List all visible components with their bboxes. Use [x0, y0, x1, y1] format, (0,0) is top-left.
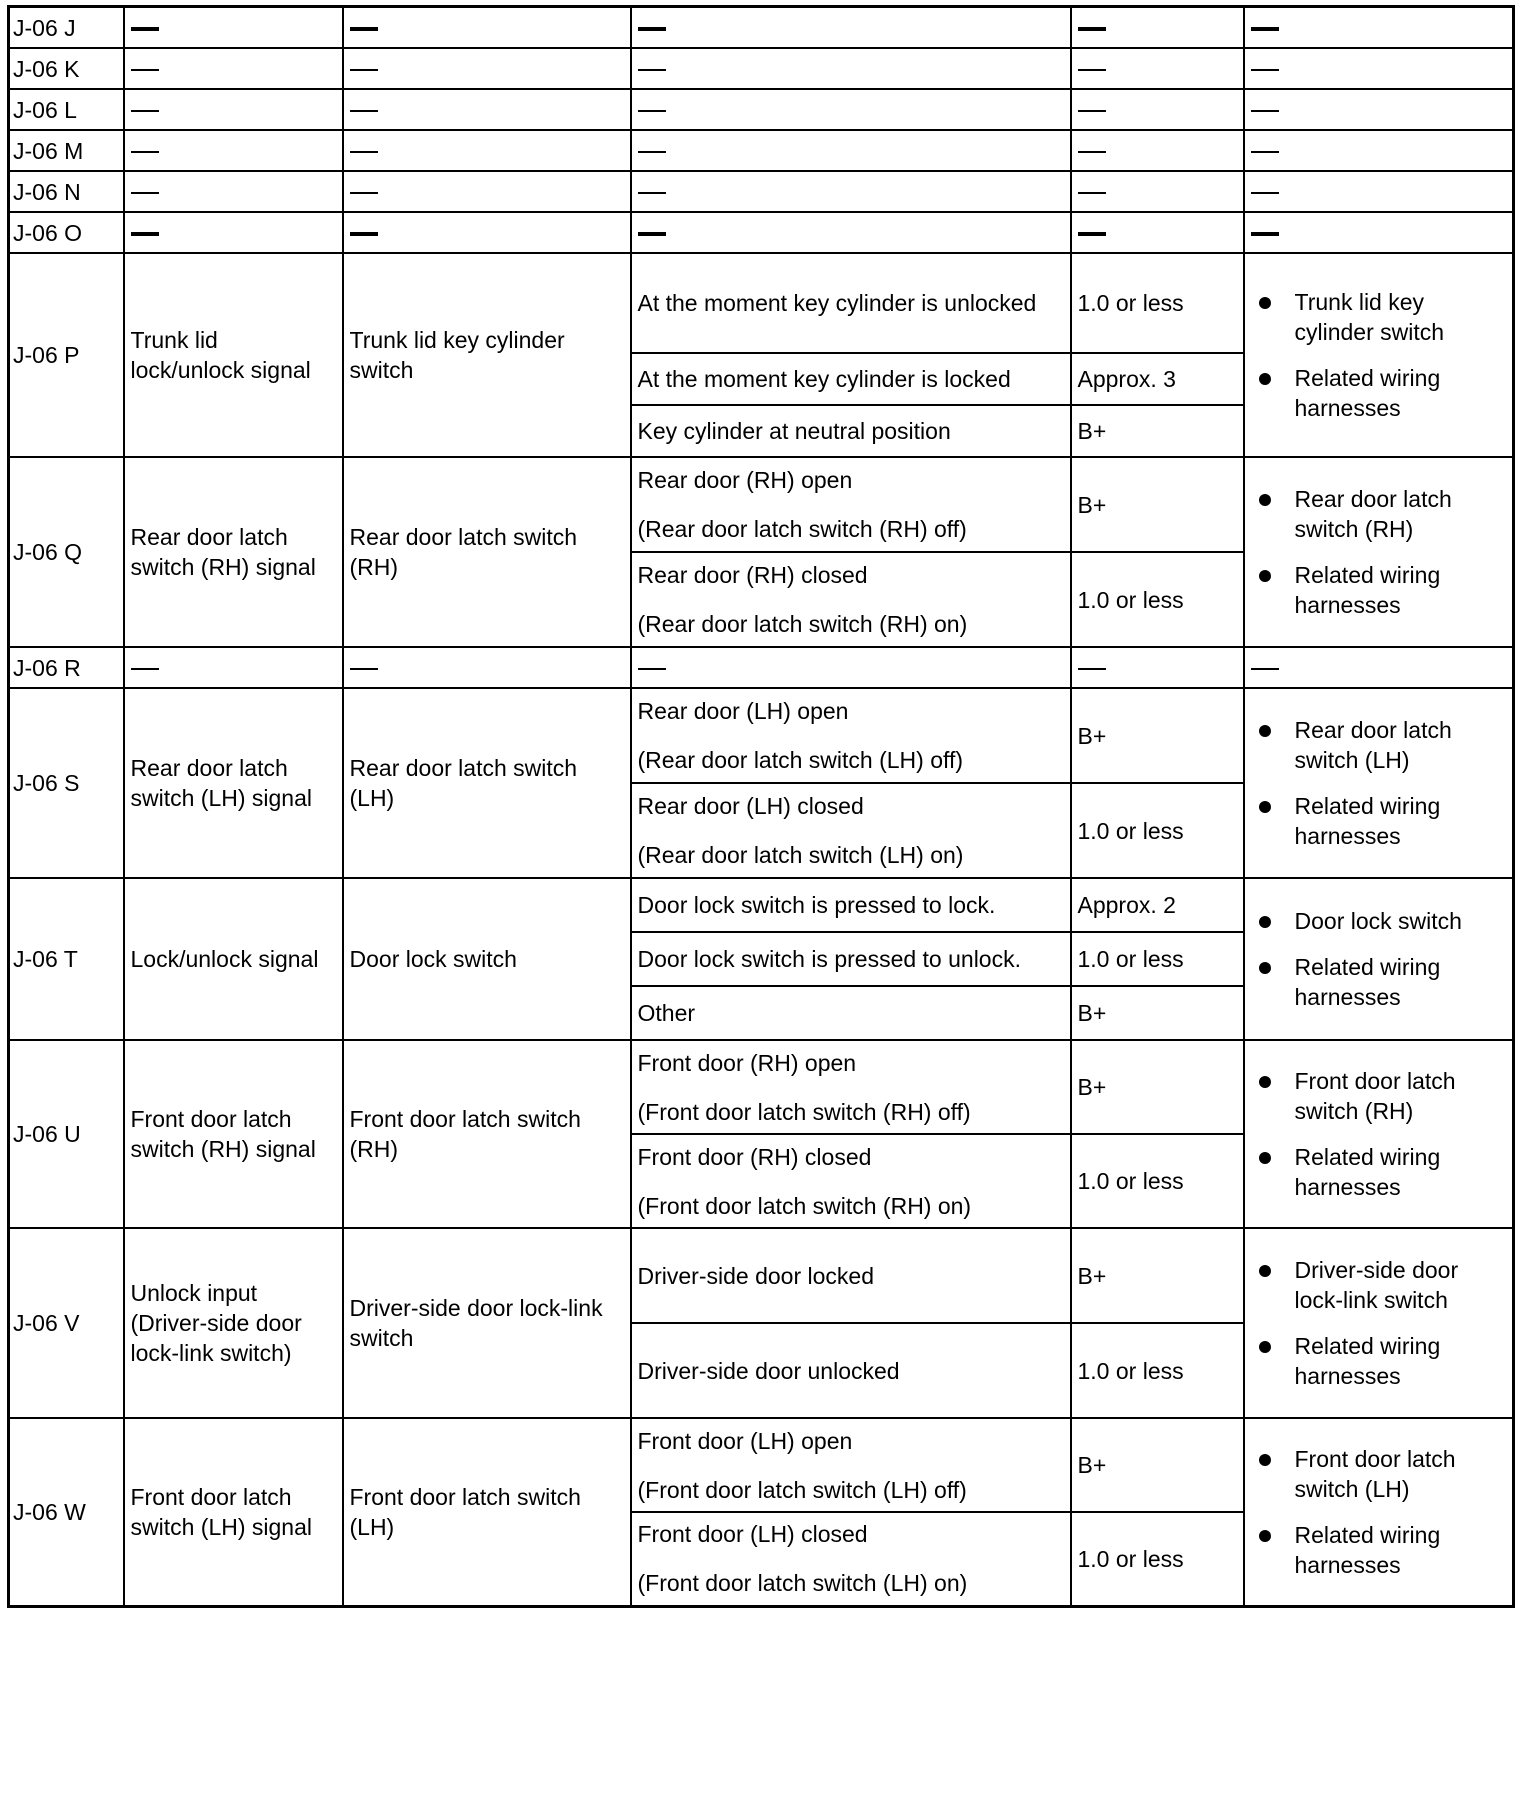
- bullet-icon: [1259, 373, 1271, 385]
- empty-cell: [124, 647, 343, 688]
- inspection-items: [1244, 878, 1514, 1040]
- table-row: [9, 89, 1514, 130]
- list-item: Rear door latch switch (LH): [1295, 715, 1507, 775]
- list-item: Front door latch switch (RH): [1295, 1066, 1507, 1126]
- connected-to: Driver-side door lock-link switch: [343, 1228, 631, 1418]
- list-item: Related wiring harnesses: [1295, 952, 1507, 1012]
- empty-cell: [1244, 130, 1514, 171]
- bullet-icon: [1259, 1341, 1271, 1353]
- table-row: [9, 1228, 1514, 1323]
- condition: Front door (RH) open (Front door latch switch (RH) off): [631, 1040, 1071, 1134]
- connected-to: Rear door latch switch (RH): [343, 457, 631, 647]
- empty-cell: [124, 89, 343, 130]
- terminal-id: J-06 L: [9, 89, 124, 130]
- bullet-icon: [1259, 570, 1271, 582]
- empty-cell: [1244, 171, 1514, 212]
- table-row: [9, 457, 1514, 552]
- empty-cell: [1244, 7, 1514, 49]
- terminal-id: J-06 M: [9, 130, 124, 171]
- condition: Front door (RH) closed (Front door latch switch (RH) on): [631, 1134, 1071, 1228]
- table-row: [9, 253, 1514, 353]
- table-row: [9, 1418, 1514, 1512]
- bullet-icon: [1259, 1152, 1271, 1164]
- empty-cell: [1071, 212, 1244, 253]
- condition: Door lock switch is pressed to unlock.: [631, 932, 1071, 986]
- signal-name: Trunk lid lock/unlock signal: [124, 253, 343, 457]
- terminal-id: J-06 K: [9, 48, 124, 89]
- condition: Rear door (RH) closed (Rear door latch switch (RH) on): [631, 552, 1071, 647]
- empty-cell: [343, 48, 631, 89]
- voltage-value: 1.0 or less: [1071, 253, 1244, 353]
- terminal-id: J-06 J: [9, 7, 124, 49]
- signal-name: Front door latch switch (RH) signal: [124, 1040, 343, 1228]
- terminal-id: J-06 O: [9, 212, 124, 253]
- empty-cell: [1071, 89, 1244, 130]
- empty-cell: [124, 212, 343, 253]
- bullet-icon: [1259, 962, 1271, 974]
- empty-cell: [124, 7, 343, 49]
- voltage-value: 1.0 or less: [1071, 1512, 1244, 1606]
- list-item: Related wiring harnesses: [1295, 1331, 1507, 1391]
- voltage-value: 1.0 or less: [1071, 552, 1244, 647]
- empty-cell: [1071, 647, 1244, 688]
- bullet-icon: [1259, 1454, 1271, 1466]
- signal-name: Unlock input (Driver-side door lock-link switch): [124, 1228, 343, 1418]
- empty-cell: [124, 48, 343, 89]
- list-item: Related wiring harnesses: [1295, 1520, 1507, 1580]
- table-row: [9, 878, 1514, 932]
- empty-cell: [343, 171, 631, 212]
- bullet-icon: [1259, 297, 1271, 309]
- empty-cell: [631, 89, 1071, 130]
- signal-name: Front door latch switch (LH) signal: [124, 1418, 343, 1606]
- terminal-id: J-06 V: [9, 1228, 124, 1418]
- inspection-items: [1244, 1228, 1514, 1418]
- inspection-items: [1244, 688, 1514, 878]
- connected-to: Front door latch switch (LH): [343, 1418, 631, 1606]
- terminal-id: J-06 R: [9, 647, 124, 688]
- terminal-id: J-06 Q: [9, 457, 124, 647]
- voltage-value: B+: [1071, 986, 1244, 1040]
- empty-cell: [343, 89, 631, 130]
- condition: Rear door (RH) open (Rear door latch switch (RH) off): [631, 457, 1071, 552]
- list-item: Front door latch switch (LH): [1295, 1444, 1507, 1504]
- empty-cell: [343, 7, 631, 49]
- condition: Door lock switch is pressed to lock.: [631, 878, 1071, 932]
- voltage-value: 1.0 or less: [1071, 783, 1244, 878]
- bullet-icon: [1259, 1530, 1271, 1542]
- table-row: [9, 48, 1514, 89]
- empty-cell: [343, 212, 631, 253]
- empty-cell: [1244, 48, 1514, 89]
- list-item: Related wiring harnesses: [1295, 791, 1507, 851]
- empty-cell: [631, 647, 1071, 688]
- bullet-icon: [1259, 725, 1271, 737]
- table-row: [9, 647, 1514, 688]
- terminal-id: J-06 T: [9, 878, 124, 1040]
- terminal-id: J-06 S: [9, 688, 124, 878]
- empty-cell: [1071, 171, 1244, 212]
- condition: Front door (LH) closed (Front door latch switch (LH) on): [631, 1512, 1071, 1606]
- inspection-items: [1244, 1040, 1514, 1228]
- table-row: [9, 7, 1514, 49]
- terminal-id: J-06 U: [9, 1040, 124, 1228]
- condition: At the moment key cylinder is unlocked: [631, 253, 1071, 353]
- list-item: Related wiring harnesses: [1295, 560, 1507, 620]
- table-row: [9, 130, 1514, 171]
- bullet-icon: [1259, 494, 1271, 506]
- list-item: Rear door latch switch (RH): [1295, 484, 1507, 544]
- terminal-id: J-06 P: [9, 253, 124, 457]
- voltage-value: B+: [1071, 1228, 1244, 1323]
- condition: Driver-side door locked: [631, 1228, 1071, 1323]
- table-row: [9, 688, 1514, 783]
- signal-name: Rear door latch switch (RH) signal: [124, 457, 343, 647]
- empty-cell: [124, 130, 343, 171]
- condition: Front door (LH) open (Front door latch switch (LH) off): [631, 1418, 1071, 1512]
- condition: Rear door (LH) open (Rear door latch switch (LH) off): [631, 688, 1071, 783]
- condition: Rear door (LH) closed (Rear door latch switch (LH) on): [631, 783, 1071, 878]
- list-item: Trunk lid key cylinder switch: [1295, 287, 1507, 347]
- terminal-id: J-06 W: [9, 1418, 124, 1606]
- list-item: Related wiring harnesses: [1295, 1142, 1507, 1202]
- bullet-icon: [1259, 1265, 1271, 1277]
- voltage-value: B+: [1071, 688, 1244, 783]
- empty-cell: [631, 48, 1071, 89]
- bullet-icon: [1259, 916, 1271, 928]
- voltage-value: Approx. 3: [1071, 353, 1244, 405]
- empty-cell: [1071, 48, 1244, 89]
- inspection-items: [1244, 253, 1514, 457]
- voltage-value: 1.0 or less: [1071, 932, 1244, 986]
- empty-cell: [631, 7, 1071, 49]
- connected-to: Front door latch switch (RH): [343, 1040, 631, 1228]
- terminal-spec-table: [7, 5, 1515, 1608]
- empty-cell: [343, 647, 631, 688]
- empty-cell: [1071, 7, 1244, 49]
- inspection-items: [1244, 457, 1514, 647]
- connected-to: Door lock switch: [343, 878, 631, 1040]
- bullet-icon: [1259, 1076, 1271, 1088]
- empty-cell: [631, 212, 1071, 253]
- bullet-icon: [1259, 801, 1271, 813]
- voltage-value: B+: [1071, 1418, 1244, 1512]
- empty-cell: [124, 171, 343, 212]
- signal-name: Lock/unlock signal: [124, 878, 343, 1040]
- voltage-value: 1.0 or less: [1071, 1134, 1244, 1228]
- terminal-id: J-06 N: [9, 171, 124, 212]
- empty-cell: [631, 130, 1071, 171]
- list-item: Driver-side door lock-link switch: [1295, 1255, 1507, 1315]
- voltage-value: 1.0 or less: [1071, 1323, 1244, 1418]
- condition: At the moment key cylinder is locked: [631, 353, 1071, 405]
- table-row: [9, 212, 1514, 253]
- table-row: [9, 171, 1514, 212]
- empty-cell: [1071, 130, 1244, 171]
- connected-to: Trunk lid key cylinder switch: [343, 253, 631, 457]
- voltage-value: Approx. 2: [1071, 878, 1244, 932]
- signal-name: Rear door latch switch (LH) signal: [124, 688, 343, 878]
- list-item: Door lock switch: [1295, 906, 1507, 936]
- condition: Driver-side door unlocked: [631, 1323, 1071, 1418]
- empty-cell: [1244, 89, 1514, 130]
- voltage-value: B+: [1071, 457, 1244, 552]
- inspection-items: [1244, 1418, 1514, 1606]
- empty-cell: [1244, 212, 1514, 253]
- empty-cell: [1244, 647, 1514, 688]
- condition: Key cylinder at neutral position: [631, 405, 1071, 457]
- voltage-value: B+: [1071, 405, 1244, 457]
- empty-cell: [343, 130, 631, 171]
- condition: Other: [631, 986, 1071, 1040]
- connected-to: Rear door latch switch (LH): [343, 688, 631, 878]
- list-item: Related wiring harnesses: [1295, 363, 1507, 423]
- voltage-value: B+: [1071, 1040, 1244, 1134]
- table-row: [9, 1040, 1514, 1134]
- empty-cell: [631, 171, 1071, 212]
